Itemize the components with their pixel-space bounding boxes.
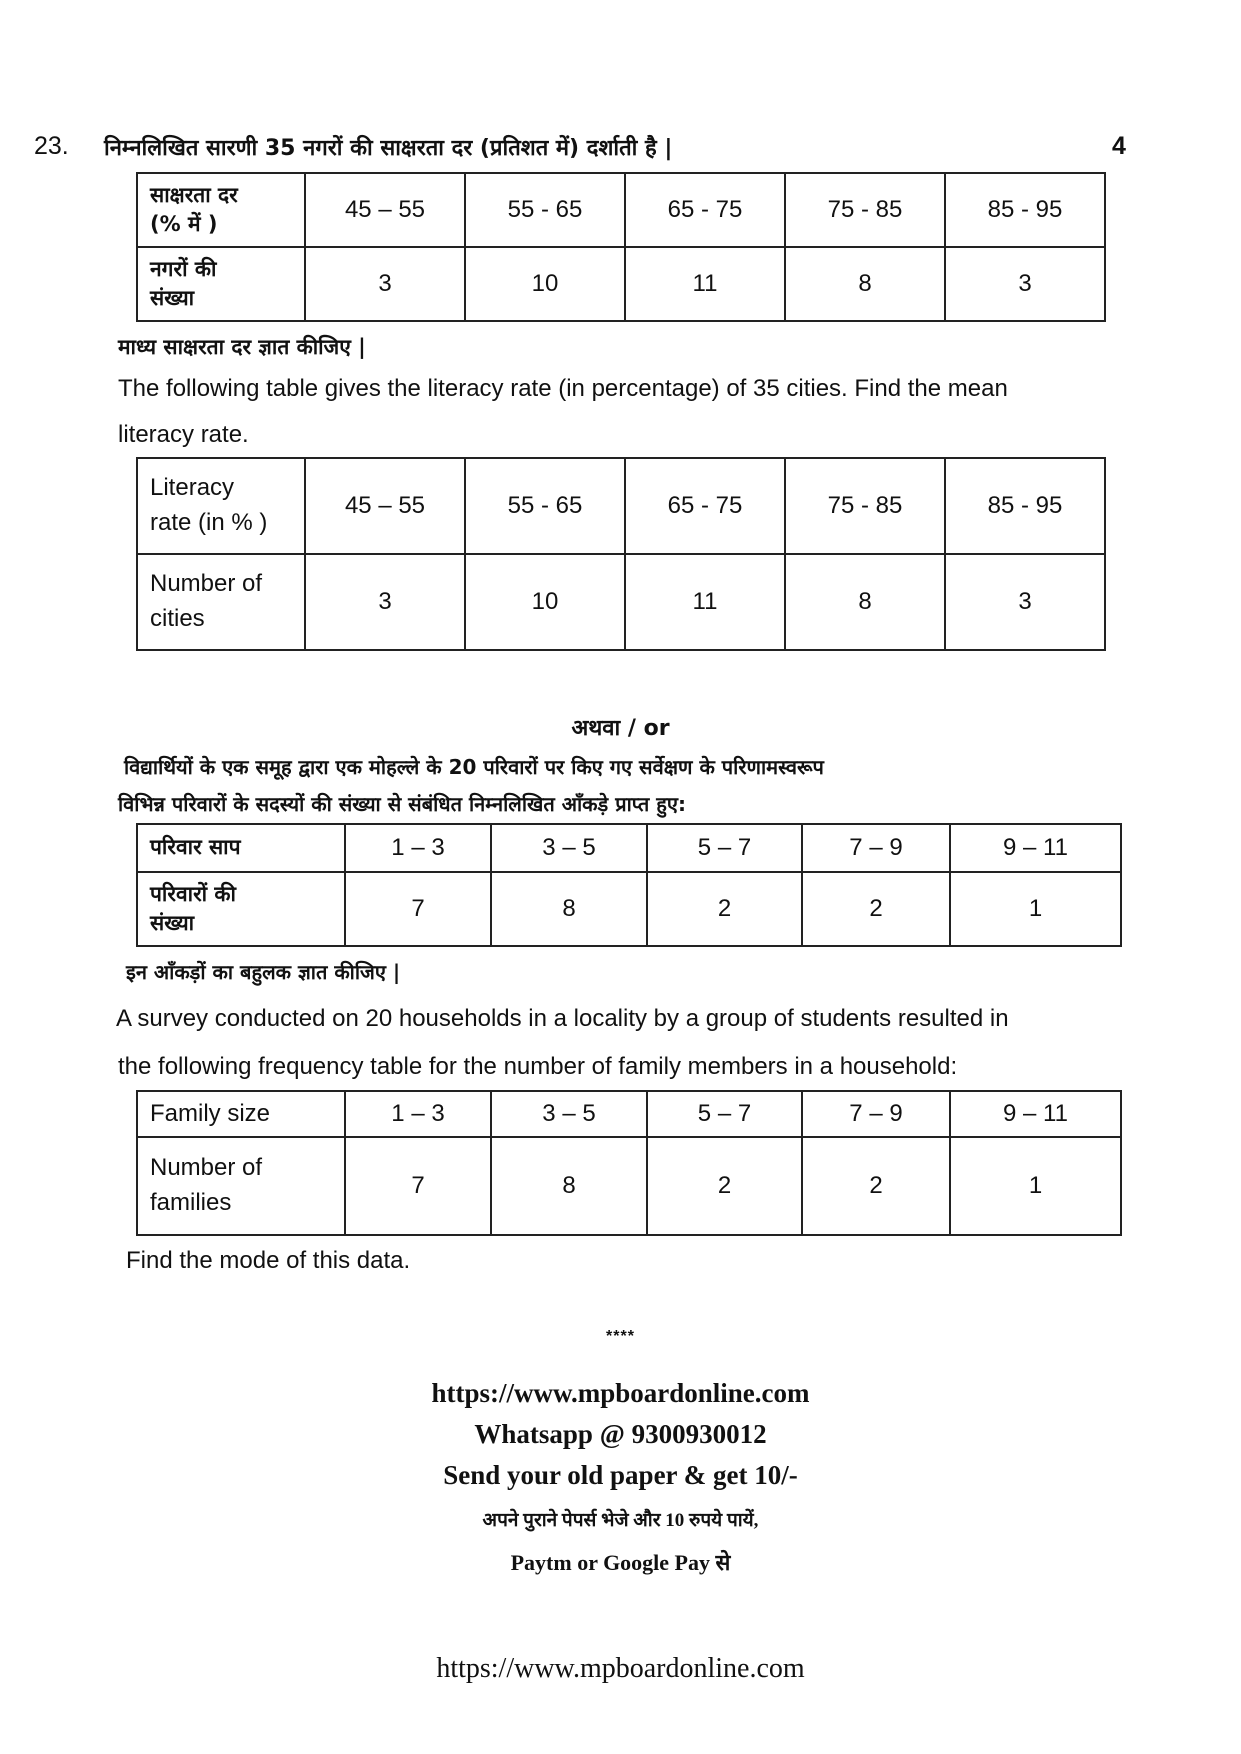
- alt-english-task: Find the mode of this data.: [126, 1247, 411, 1274]
- class-interval: 7 – 9: [802, 824, 950, 872]
- question-hindi-statement: निम्नलिखित सारणी 35 नगरों की साक्षरता दर (प्रतिशत में) दर्शाती है |: [104, 136, 673, 161]
- class-interval: 55 - 65: [465, 173, 625, 247]
- table-row: [137, 1091, 1121, 1137]
- frequency-cell: 2: [647, 1137, 802, 1235]
- class-interval: 1 – 3: [345, 824, 491, 872]
- row-label: Number of families: [137, 1137, 345, 1235]
- class-interval: 55 - 65: [465, 458, 625, 554]
- row-label: नगरों की संख्या: [137, 247, 305, 321]
- frequency-cell: 8: [785, 554, 945, 650]
- footer-offer: Send your old paper & get 10/-: [443, 1460, 798, 1490]
- class-interval: 3 – 5: [491, 824, 647, 872]
- frequency-cell: 10: [465, 247, 625, 321]
- alt-english-statement-line1: A survey conducted on 20 households in a locality by a group of students resulted in: [116, 1005, 1009, 1032]
- alt-hindi-statement-line1: विद्यार्थियों के एक समूह द्वारा एक मोहल्ले के 20 परिवारों पर किए गए सर्वेक्षण के परिणामस्वरूप: [124, 755, 824, 779]
- class-interval: 5 – 7: [647, 1091, 802, 1137]
- row-label: Literacy rate (in % ): [137, 458, 305, 554]
- class-interval: 9 – 11: [950, 824, 1121, 872]
- class-interval: 75 - 85: [785, 458, 945, 554]
- hindi-task: माध्य साक्षरता दर ज्ञात कीजिए |: [118, 335, 366, 359]
- frequency-cell: 8: [491, 872, 647, 946]
- table-row: [137, 458, 1105, 554]
- row-label: Number of cities: [137, 554, 305, 650]
- row-label: परिवार साप: [137, 824, 345, 872]
- frequency-cell: 10: [465, 554, 625, 650]
- english-statement-line2: literacy rate.: [118, 421, 249, 448]
- class-interval: 45 – 55: [305, 173, 465, 247]
- frequency-cell: 2: [647, 872, 802, 946]
- frequency-cell: 11: [625, 554, 785, 650]
- question-marks: 4: [1112, 132, 1126, 160]
- footer-url[interactable]: https://www.mpboardonline.com: [431, 1378, 810, 1408]
- frequency-cell: 1: [950, 1137, 1121, 1235]
- table-row: [137, 872, 1121, 946]
- literacy-table-hindi: [136, 172, 1106, 322]
- frequency-cell: 11: [625, 247, 785, 321]
- frequency-cell: 3: [945, 554, 1105, 650]
- row-label: साक्षरता दर (% में ): [137, 173, 305, 247]
- frequency-cell: 8: [491, 1137, 647, 1235]
- frequency-cell: 3: [305, 247, 465, 321]
- table-row: [137, 554, 1105, 650]
- frequency-cell: 7: [345, 872, 491, 946]
- table-row: [137, 1137, 1121, 1235]
- table-row: [137, 247, 1105, 321]
- class-interval: 65 - 75: [625, 173, 785, 247]
- class-interval: 1 – 3: [345, 1091, 491, 1137]
- frequency-cell: 1: [950, 872, 1121, 946]
- family-table-hindi: [136, 823, 1122, 947]
- class-interval: 5 – 7: [647, 824, 802, 872]
- class-interval: 3 – 5: [491, 1091, 647, 1137]
- frequency-cell: 2: [802, 872, 950, 946]
- table-row: [137, 173, 1105, 247]
- footer-payment: Paytm or Google Pay से: [510, 1550, 731, 1575]
- literacy-table-english: [136, 457, 1106, 651]
- family-table-english: [136, 1090, 1122, 1236]
- row-label: परिवारों की संख्या: [137, 872, 345, 946]
- footer-offer-hindi: अपने पुराने पेपर्स भेजे और 10 रुपये पायें,: [482, 1510, 759, 1531]
- bottom-url[interactable]: https://www.mpboardonline.com: [436, 1653, 805, 1684]
- frequency-cell: 3: [305, 554, 465, 650]
- class-interval: 9 – 11: [950, 1091, 1121, 1137]
- row-label: Family size: [137, 1091, 345, 1137]
- class-interval: 85 - 95: [945, 173, 1105, 247]
- question-number: 23.: [34, 132, 69, 160]
- footer-whatsapp: Whatsapp @ 9300930012: [474, 1419, 767, 1449]
- class-interval: 65 - 75: [625, 458, 785, 554]
- class-interval: 75 - 85: [785, 173, 945, 247]
- frequency-cell: 2: [802, 1137, 950, 1235]
- class-interval: 7 – 9: [802, 1091, 950, 1137]
- end-marker: ****: [606, 1328, 635, 1345]
- frequency-cell: 3: [945, 247, 1105, 321]
- or-separator: अथवा / or: [571, 716, 670, 741]
- class-interval: 85 - 95: [945, 458, 1105, 554]
- table-row: [137, 824, 1121, 872]
- alt-hindi-statement-line2: विभिन्न परिवारों के सदस्यों की संख्या से संबंधित निम्नलिखित आँकड़े प्राप्त हुए:: [118, 792, 686, 816]
- english-statement-line1: The following table gives the literacy rate (in percentage) of 35 cities. Find the mean: [118, 375, 1008, 402]
- frequency-cell: 7: [345, 1137, 491, 1235]
- alt-hindi-task: इन आँकड़ों का बहुलक ज्ञात कीजिए |: [126, 960, 401, 984]
- class-interval: 45 – 55: [305, 458, 465, 554]
- alt-english-statement-line2: the following frequency table for the number of family members in a household:: [118, 1053, 958, 1080]
- frequency-cell: 8: [785, 247, 945, 321]
